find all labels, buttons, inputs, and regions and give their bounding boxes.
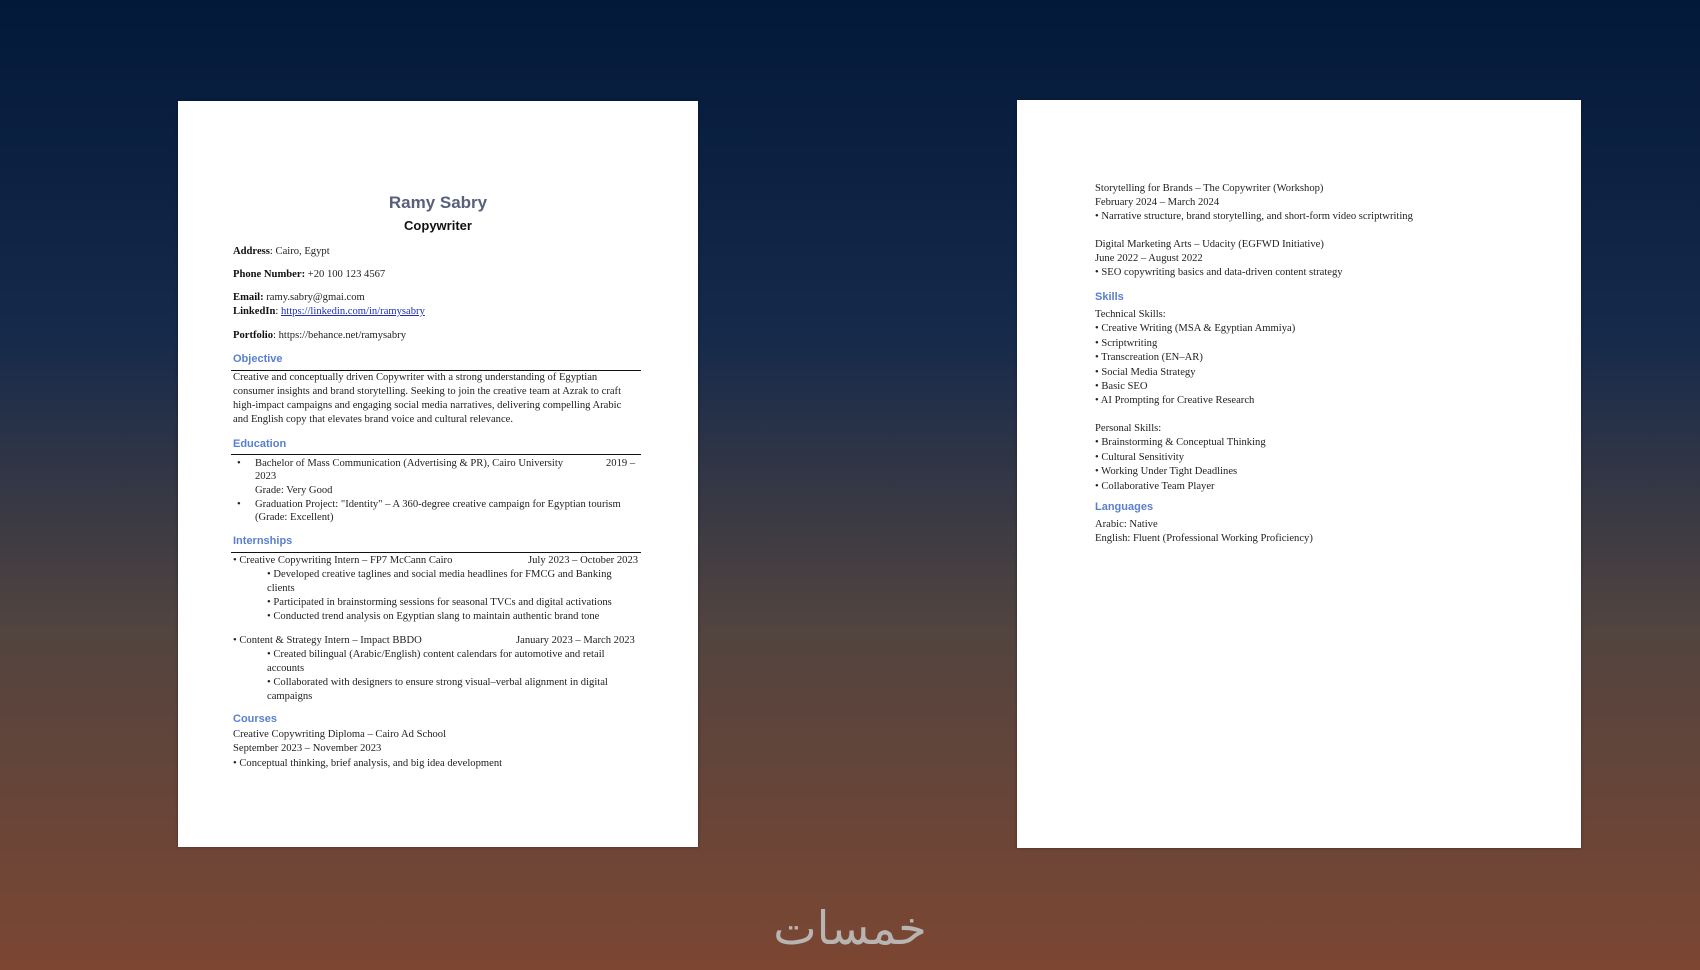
phone-label: Phone Number: (233, 269, 306, 280)
internship-title: • Content & Strategy Intern – Impact BBDO (233, 635, 422, 646)
course-dates: February 2024 – March 2024 (1095, 197, 1220, 208)
education-heading: Education (233, 438, 287, 450)
courses-heading: Courses (233, 713, 278, 725)
internship-bullet: • Developed creative taglines and social media headlines for FMCG and Banking (267, 569, 612, 580)
course-dates: June 2022 – August 2022 (1095, 253, 1203, 264)
course-bullet: • Conceptual thinking, brief analysis, and big idea development (233, 758, 503, 769)
technical-skills-label: Technical Skills: (1095, 309, 1166, 320)
language-item: English: Fluent (Professional Working Proficiency) (1095, 533, 1313, 544)
skills-heading: Skills (1095, 291, 1124, 303)
portfolio-label: Portfolio (233, 330, 274, 341)
email-value: ramy.sabry@gmai.com (263, 292, 365, 303)
degree-line: Bachelor of Mass Communication (Advertising & PR), Cairo University (255, 458, 564, 469)
skill-item: • Cultural Sensitivity (1095, 452, 1185, 463)
course-title: Digital Marketing Arts – Udacity (EGFWD Initiative) (1095, 239, 1324, 250)
linkedin-sep: : (275, 306, 281, 317)
internship-bullet: • Conducted trend analysis on Egyptian slang to maintain authentic brand tone (267, 611, 600, 622)
skill-item: • Creative Writing (MSA & Egyptian Ammiya) (1095, 323, 1296, 334)
resume-title: Copywriter (404, 218, 472, 233)
skill-item: • Scriptwriting (1095, 338, 1158, 349)
email-line (233, 291, 365, 305)
internship-bullet: clients (267, 583, 295, 594)
skill-item: • Social Media Strategy (1095, 367, 1196, 378)
course-bullet: • Narrative structure, brand storytelling, and short-form video scriptwriting (1095, 211, 1413, 222)
project-grade: (Grade: Excellent) (255, 512, 334, 523)
degree-dates-end: 2023 (255, 471, 277, 482)
education-divider (231, 454, 641, 455)
resume-name: Ramy Sabry (388, 193, 488, 212)
internship-bullet: • Created bilingual (Arabic/English) content calendars for automotive and retail (267, 649, 605, 660)
skill-item: • Basic SEO (1095, 381, 1148, 392)
objective-heading: Objective (233, 353, 283, 365)
phone-value: +20 100 123 4567 (305, 269, 386, 280)
khamsat-logo: خمسات (773, 901, 927, 955)
skill-item: • Brainstorming & Conceptual Thinking (1095, 437, 1266, 448)
course-title: Creative Copywriting Diploma – Cairo Ad School (233, 729, 447, 740)
address-line (233, 245, 330, 259)
degree-grade: Grade: Very Good (255, 485, 333, 496)
resume-page-2 (1017, 100, 1581, 848)
internship-title: • Creative Copywriting Intern – FP7 McCann Cairo (233, 555, 453, 566)
bullet-dot-icon: • (237, 499, 241, 510)
internships-divider (231, 552, 641, 553)
address-label: Address (233, 246, 270, 257)
objective-line: Creative and conceptually driven Copywriter with a strong understanding of Egyptian (233, 372, 598, 383)
project-line: Graduation Project: "Identity" – A 360-degree creative campaign for Egyptian tourism (255, 499, 621, 510)
course-title: Storytelling for Brands – The Copywriter (Workshop) (1095, 183, 1324, 194)
skill-item: • Collaborative Team Player (1095, 481, 1215, 492)
skill-item: • Working Under Tight Deadlines (1095, 466, 1238, 477)
bullet-dot-icon: • (237, 458, 241, 469)
internship-dates: July 2023 – October 2023 (528, 555, 639, 566)
degree-dates-start: 2019 – (606, 458, 636, 469)
objective-line: and English copy that elevates brand voice and cultural relevance. (233, 414, 514, 425)
phone-line (233, 268, 385, 282)
linkedin-label: LinkedIn (233, 306, 276, 317)
objective-text (233, 371, 621, 427)
course-bullet: • SEO copywriting basics and data-driven content strategy (1095, 267, 1343, 278)
internship-bullet: • Collaborated with designers to ensure strong visual–verbal alignment in digital (267, 677, 608, 688)
course-dates: September 2023 – November 2023 (233, 743, 382, 754)
internships-heading: Internships (233, 535, 293, 547)
objective-line: high-impact campaigns and engaging social media narratives, delivering compelling Arabic (233, 400, 622, 411)
resume-page-1 (178, 101, 698, 847)
languages-heading: Languages (1095, 501, 1154, 513)
linkedin-line (233, 305, 425, 319)
portfolio-line (233, 329, 406, 343)
address-value: : Cairo, Egypt (269, 246, 330, 257)
email-label: Email: (233, 292, 264, 303)
linkedin-link[interactable]: https://linkedin.com/in/ramysabry (281, 306, 425, 317)
skill-item: • AI Prompting for Creative Research (1095, 395, 1255, 406)
internship-dates: January 2023 – March 2023 (516, 635, 635, 646)
portfolio-value: : https://behance.net/ramysabry (273, 330, 406, 341)
internship-bullet: • Participated in brainstorming sessions for seasonal TVCs and digital activations (267, 597, 612, 608)
objective-line: consumer insights and brand storytelling. Seeking to join the creative team at Azrak to craft (233, 386, 622, 397)
language-item: Arabic: Native (1095, 519, 1158, 530)
skill-item: • Transcreation (EN–AR) (1095, 352, 1203, 363)
internship-bullet: accounts (267, 663, 305, 674)
internship-bullet: campaigns (267, 691, 313, 702)
personal-skills-label: Personal Skills: (1095, 423, 1162, 434)
